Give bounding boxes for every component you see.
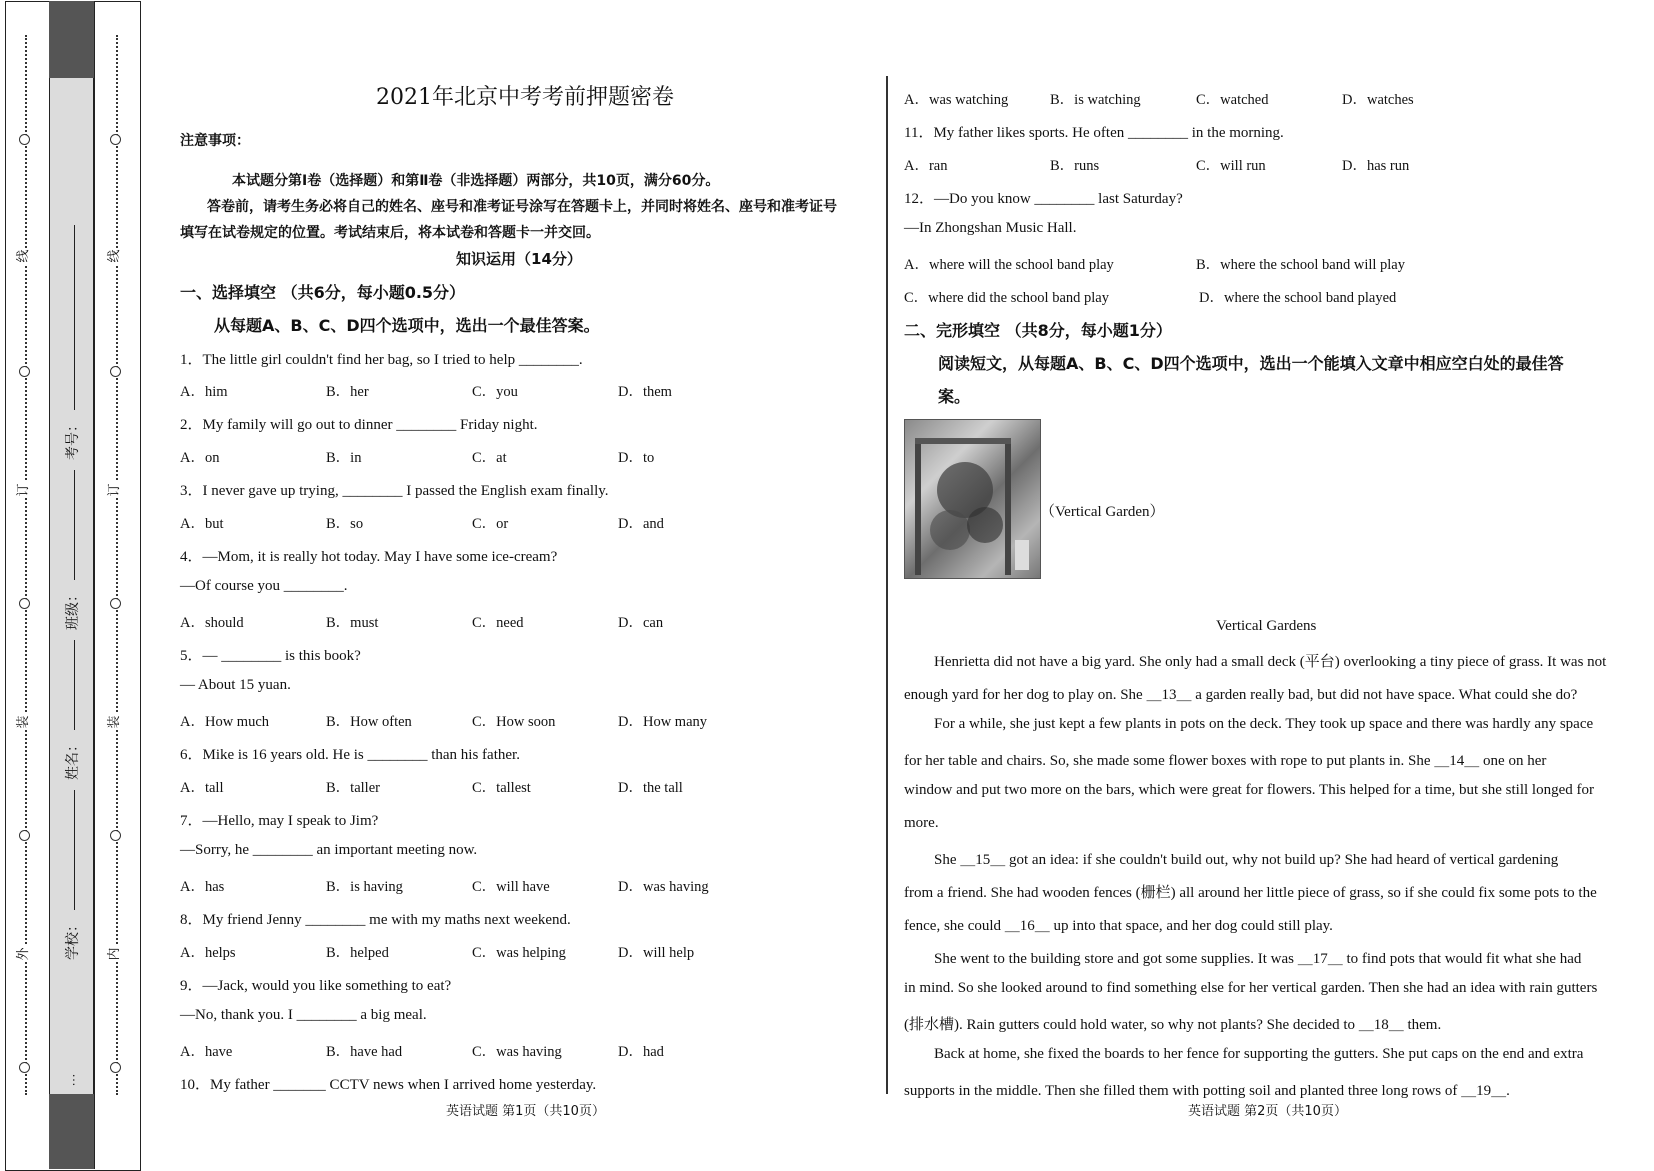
question-11: 11．My father likes sports. He often ________ in the morning. (904, 125, 1284, 141)
q7-option-a[interactable]: A．has (180, 879, 225, 895)
q10-option-a[interactable]: A．was watching (904, 92, 1009, 108)
q11-option-b[interactable]: B．runs (1050, 158, 1100, 174)
q6-option-c[interactable]: C．tallest (472, 780, 531, 796)
paragraph-line-7: She ＿15＿ got an idea: if she couldn't build out, why not build up? She had heard of vertical gardening (934, 852, 1559, 868)
field-line-class[interactable] (74, 470, 75, 580)
paragraph-line-11: in mind. So she looked around to find something else for her vertical garden. Then she had an idea with rain gutters (904, 980, 1598, 996)
question-2: 2．My family will go out to dinner ________ Friday night. (180, 417, 538, 433)
paragraph-line-6: more. (904, 815, 939, 831)
question-12: 12．—Do you know ________ last Saturday? (904, 191, 1183, 207)
q4-option-c[interactable]: C．need (472, 615, 524, 631)
inner-cut-line (107, 0, 127, 1169)
paragraph-line-4: for her table and chairs. So, she made some flower boxes with rope to put plants in. She ＿14＿ one on her (904, 753, 1547, 769)
question-4: 4．—Mom, it is really hot today. May I have some ice-cream? (180, 549, 558, 565)
q4-option-d[interactable]: D．can (618, 615, 664, 631)
q12-option-a[interactable]: A．where will the school band play (904, 257, 1114, 273)
question-9-reply: —No, thank you. I ________ a big meal. (180, 1007, 427, 1023)
inner-char-zhuang: 装 (107, 715, 122, 729)
part-heading: 知识运用（14分） (456, 250, 582, 268)
paragraph-line-3: For a while, she just kept a few plants in pots on the deck. They took up space and there was hardly any space (934, 716, 1594, 732)
paragraph-line-14: supports in the middle. Then she filled them with potting soil and planted three long rows of ＿19＿. (904, 1083, 1510, 1099)
image-caption: （Vertical Garden） (1040, 504, 1165, 520)
q2-option-c[interactable]: C．at (472, 450, 507, 466)
q8-option-d[interactable]: D．will help (618, 945, 695, 961)
vertical-garden-photo (904, 419, 1041, 579)
field-line-school[interactable] (74, 790, 75, 910)
label-class: 班级： (65, 588, 81, 630)
outer-char-line: 线 (16, 249, 31, 263)
outer-char-zhuang: 装 (16, 715, 31, 729)
binding-dark-bottom (49, 1094, 94, 1169)
inner-char-ding: 订 (107, 483, 122, 497)
q4-option-a[interactable]: A．should (180, 615, 244, 631)
question-5: 5．— ________ is this book? (180, 648, 361, 664)
question-9: 9．—Jack, would you like something to eat? (180, 978, 452, 994)
notice-line-3: 填写在试卷规定的位置。考试结束后，将本试卷和答题卡一并交回。 (180, 225, 600, 241)
label-school: 学校： (65, 918, 81, 960)
q11-option-a[interactable]: A．ran (904, 158, 948, 174)
page2-footer: 英语试题 第2页（共10页） (1188, 1104, 1347, 1119)
question-10: 10．My father _______ CCTV news when I arrived home yesterday. (180, 1077, 597, 1093)
field-line-name[interactable] (74, 640, 75, 730)
q6-option-d[interactable]: D．the tall (618, 780, 683, 796)
q5-option-c[interactable]: C．How soon (472, 714, 556, 730)
question-3: 3．I never gave up trying, ________ I passed the English exam finally. (180, 483, 609, 499)
q10-option-c[interactable]: C．watched (1196, 92, 1269, 108)
q3-option-b[interactable]: B．so (326, 516, 364, 532)
q9-option-d[interactable]: D．had (618, 1044, 664, 1060)
field-line-exam-no[interactable] (74, 225, 75, 410)
question-8: 8．My friend Jenny ________ me with my maths next weekend. (180, 912, 571, 928)
article-title: Vertical Gardens (1216, 618, 1317, 634)
inner-char-nei: 内 (107, 947, 122, 961)
q1-option-b[interactable]: B．her (326, 384, 369, 400)
q2-option-a[interactable]: A．on (180, 450, 220, 466)
q9-option-b[interactable]: B．have had (326, 1044, 403, 1060)
q10-option-d[interactable]: D．watches (1342, 92, 1414, 108)
q3-option-a[interactable]: A．but (180, 516, 224, 532)
inner-char-line: 线 (107, 249, 122, 263)
binding-ellipsis: … (62, 1073, 78, 1087)
q7-option-c[interactable]: C．will have (472, 879, 550, 895)
label-exam-no: 考号： (65, 418, 81, 460)
question-5-reply: — About 15 yuan. (180, 677, 291, 693)
paragraph-line-10: She went to the building store and got some supplies. It was ＿17＿ to find pots that would fit what she had (934, 951, 1582, 967)
section2-heading: 二、完形填空 （共8分，每小题1分） (904, 321, 1172, 340)
q6-option-a[interactable]: A．tall (180, 780, 224, 796)
paragraph-line-12: (排水槽). Rain gutters could hold water, so why not plants? She decided to ＿18＿ them. (904, 1017, 1442, 1033)
q12-option-d[interactable]: D．where the school band played (1199, 290, 1397, 306)
page1-footer: 英语试题 第1页（共10页） (446, 1104, 605, 1119)
q9-option-c[interactable]: C．was having (472, 1044, 562, 1060)
notice-line-2: 答卷前，请考生务必将自己的姓名、座号和准考证号涂写在答题卡上，并同时将姓名、座号和准考证号 (207, 199, 837, 215)
q12-option-c[interactable]: C．where did the school band play (904, 290, 1109, 306)
outer-char-ding: 订 (16, 483, 31, 497)
q4-option-b[interactable]: B．must (326, 615, 379, 631)
outer-cut-line (16, 0, 36, 1169)
q2-option-b[interactable]: B．in (326, 450, 362, 466)
question-4-reply: —Of course you ________. (180, 578, 348, 594)
outer-char-wai: 外 (16, 947, 31, 961)
q8-option-c[interactable]: C．was helping (472, 945, 566, 961)
paragraph-line-5: window and put two more on the bars, which were great for flowers. This helped for a time, but she still longed for (904, 782, 1594, 798)
q8-option-b[interactable]: B．helped (326, 945, 389, 961)
paragraph-line-8: from a friend. She had wooden fences (栅栏) all around her little piece of grass, so if she could fix some pots to the (904, 885, 1597, 901)
q6-option-b[interactable]: B．taller (326, 780, 380, 796)
q1-option-c[interactable]: C．you (472, 384, 518, 400)
section1-instruction: 从每题A、B、C、D四个选项中，选出一个最佳答案。 (214, 316, 600, 335)
binding-dark-top (49, 1, 94, 79)
notice-line-1: 本试题分第Ⅰ卷（选择题）和第Ⅱ卷（非选择题）两部分，共10页，满分60分。 (232, 173, 720, 189)
question-7: 7．—Hello, may I speak to Jim? (180, 813, 379, 829)
q5-option-a[interactable]: A．How much (180, 714, 270, 730)
notice-heading: 注意事项： (180, 133, 250, 149)
q3-option-d[interactable]: D．and (618, 516, 664, 532)
q11-option-c[interactable]: C．will run (1196, 158, 1266, 174)
section2-instruction-1: 阅读短文，从每题A、B、C、D四个选项中，选出一个能填入文章中相应空白处的最佳答 (938, 354, 1564, 373)
question-6: 6．Mike is 16 years old. He is ________ than his father. (180, 747, 520, 763)
paragraph-line-1: Henrietta did not have a big yard. She only had a small deck (平台) overlooking a tiny piece of grass. It was not (934, 654, 1607, 670)
q7-option-d[interactable]: D．was having (618, 879, 709, 895)
section2-instruction-2: 案。 (938, 387, 971, 406)
q1-option-d[interactable]: D．them (618, 384, 672, 400)
binding-inner-border-2 (94, 1, 95, 1169)
paragraph-line-13: Back at home, she fixed the boards to her fence for supporting the gutters. She put caps on the end and extra (934, 1046, 1584, 1062)
page-title: 2021年北京中考考前押题密卷 (376, 85, 674, 110)
label-name: 姓名： (65, 738, 81, 780)
section1-heading: 一、选择填空 （共6分，每小题0.5分） (180, 283, 466, 302)
question-1: 1．The little girl couldn't find her bag, so I tried to help ________. (180, 352, 583, 368)
q5-option-d[interactable]: D．How many (618, 714, 708, 730)
q9-option-a[interactable]: A．have (180, 1044, 233, 1060)
paragraph-line-9: fence, she could ＿16＿ up into that space, and her dog could still play. (904, 918, 1333, 934)
q8-option-a[interactable]: A．helps (180, 945, 236, 961)
q7-option-b[interactable]: B．is having (326, 879, 403, 895)
q11-option-d[interactable]: D．has run (1342, 158, 1410, 174)
q2-option-d[interactable]: D．to (618, 450, 655, 466)
q3-option-c[interactable]: C．or (472, 516, 509, 532)
question-7-reply: —Sorry, he ________ an important meeting now. (180, 842, 478, 858)
page-divider (886, 76, 888, 1094)
question-12-reply: —In Zhongshan Music Hall. (904, 220, 1077, 236)
q1-option-a[interactable]: A．him (180, 384, 228, 400)
paragraph-line-2: enough yard for her dog to play on. She ＿13＿ a garden really bad, but did not have space. What could she do? (904, 687, 1578, 703)
q12-option-b[interactable]: B．where the school band will play (1196, 257, 1405, 273)
q10-option-b[interactable]: B．is watching (1050, 92, 1141, 108)
q5-option-b[interactable]: B．How often (326, 714, 412, 730)
